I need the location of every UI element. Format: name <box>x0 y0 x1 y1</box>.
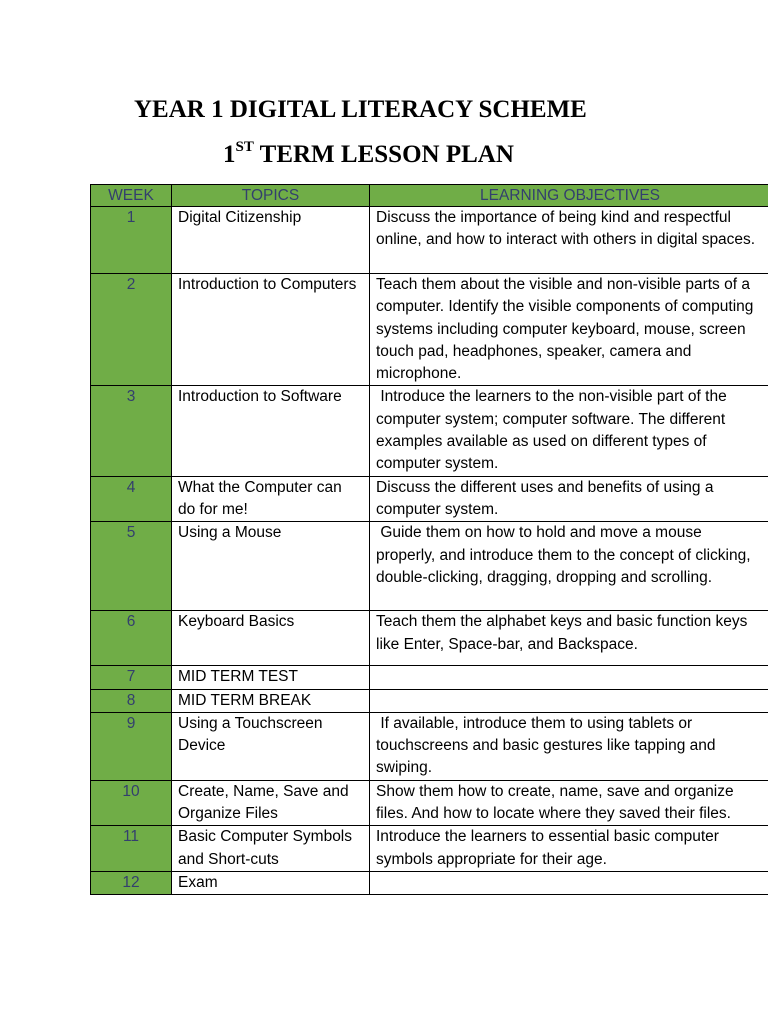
topic-cell: Create, Name, Save and Organize Files <box>172 780 370 826</box>
table-row <box>91 611 768 666</box>
table-row <box>91 712 768 780</box>
topic-cell: Using a Mouse <box>172 522 370 611</box>
topic-cell: Basic Computer Symbols and Short-cuts <box>172 826 370 872</box>
topic-cell: MID TERM BREAK <box>172 689 370 712</box>
week-cell: 2 <box>91 274 172 386</box>
table-row <box>91 871 768 894</box>
week-cell: 10 <box>91 780 172 826</box>
table-row <box>91 274 768 386</box>
document-title: YEAR 1 DIGITAL LITERACY SCHEME <box>134 96 587 123</box>
objective-cell <box>370 666 768 689</box>
table-row <box>91 826 768 872</box>
topic-cell: What the Computer can do for me! <box>172 476 370 522</box>
table-row <box>91 666 768 689</box>
header-topics: TOPICS <box>172 185 370 207</box>
subtitle-text: TERM LESSON PLAN <box>253 141 514 168</box>
week-cell: 1 <box>91 207 172 274</box>
week-cell: 6 <box>91 611 172 666</box>
objective-cell: Guide them on how to hold and move a mouse properly, and introduce them to the concept of clicking, double-clicking, dragging, dropping and scrolling. <box>370 522 768 611</box>
objective-cell: Introduce the learners to the non-visible part of the computer system; computer software. The different examples available as used on different types of computer system. <box>370 386 768 476</box>
week-cell: 11 <box>91 826 172 872</box>
topic-cell: Introduction to Software <box>172 386 370 476</box>
objective-cell: Teach them about the visible and non-visible parts of a computer. Identify the visible components of computing systems including computer keyboard, mouse, screen touch pad, headphones, speaker, camera and microphone. <box>370 274 768 386</box>
week-cell: 5 <box>91 522 172 611</box>
objective-cell: If available, introduce them to using tablets or touchscreens and basic gestures like tapping and swiping. <box>370 712 768 780</box>
objective-cell: Discuss the different uses and benefits of using a computer system. <box>370 476 768 522</box>
objective-cell: Discuss the importance of being kind and respectful online, and how to interact with others in digital spaces. <box>370 207 768 274</box>
topic-cell: Using a Touchscreen Device <box>172 712 370 780</box>
table-row <box>91 207 768 274</box>
objective-cell: Introduce the learners to essential basic computer symbols appropriate for their age. <box>370 826 768 872</box>
week-cell: 9 <box>91 712 172 780</box>
table-row <box>91 386 768 476</box>
objective-cell: Teach them the alphabet keys and basic function keys like Enter, Space-bar, and Backspace. <box>370 611 768 666</box>
subtitle-number: 1 <box>223 141 236 168</box>
topic-cell: Keyboard Basics <box>172 611 370 666</box>
table-row <box>91 522 768 611</box>
week-cell: 7 <box>91 666 172 689</box>
table-header-row <box>91 185 768 207</box>
table-row <box>91 689 768 712</box>
table-row <box>91 780 768 826</box>
topic-cell: Exam <box>172 871 370 894</box>
objective-cell <box>370 871 768 894</box>
topic-cell: Introduction to Computers <box>172 274 370 386</box>
topic-cell: MID TERM TEST <box>172 666 370 689</box>
topic-cell: Digital Citizenship <box>172 207 370 274</box>
table-row <box>91 476 768 522</box>
objective-cell: Show them how to create, name, save and organize files. And how to locate where they saved their files. <box>370 780 768 826</box>
subtitle-superscript: ST <box>235 139 254 155</box>
week-cell: 4 <box>91 476 172 522</box>
lesson-plan-table <box>90 184 768 895</box>
header-week: WEEK <box>91 185 172 207</box>
objective-cell <box>370 689 768 712</box>
document-subtitle <box>223 140 514 170</box>
week-cell: 3 <box>91 386 172 476</box>
week-cell: 12 <box>91 871 172 894</box>
week-cell: 8 <box>91 689 172 712</box>
header-objectives: LEARNING OBJECTIVES <box>370 185 768 207</box>
